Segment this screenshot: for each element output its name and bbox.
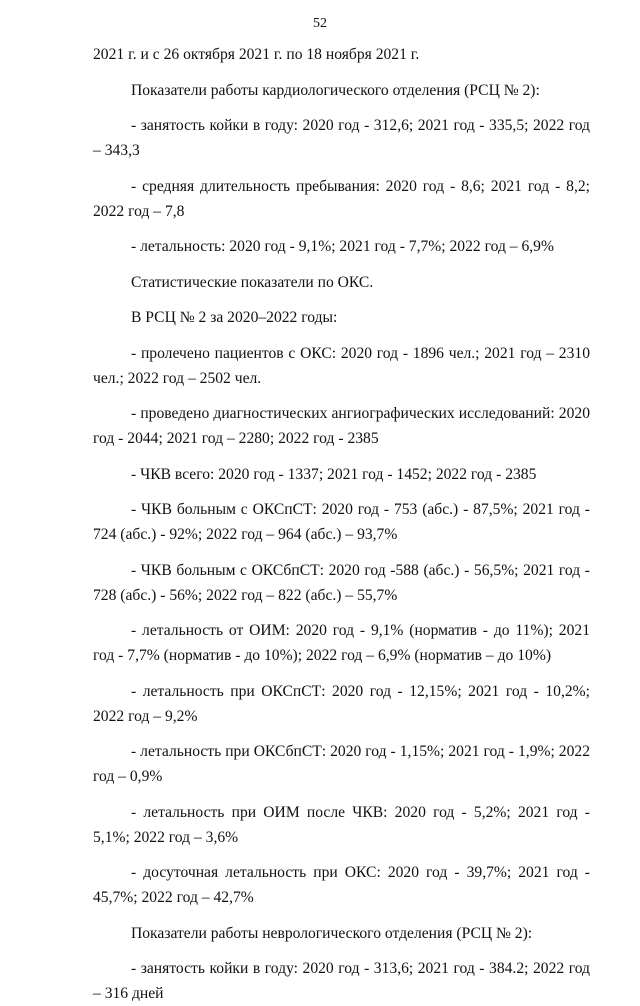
paragraph-stemi-mortality: - летальность при ОКСпСТ: 2020 год - 12,15%; 2021 год - 10,2%; 2022 год – 9,2% <box>93 682 590 725</box>
paragraph-ami-pci-mortality: - летальность при ОИМ после ЧКВ: 2020 год - 5,2%; 2021 год - 5,1%; 2022 год – 3,6% <box>93 803 590 846</box>
paragraph-pci-nstemi: - ЧКВ больным с ОКСбпСТ: 2020 год -588 (абс.) - 56,5%; 2021 год - 728 (абс.) - 56%; 2022 год – 822 (абс.) – 55,7% <box>93 561 590 604</box>
paragraph-ami-mortality: - летальность от ОИМ: 2020 год - 9,1% (норматив - до 11%); 2021 год - 7,7% (норматив - до 10%); 2022 год – 6,9% (норматив – до 10%) <box>93 622 590 664</box>
paragraph-neurology-bed-occupancy: - занятость койки в году: 2020 год - 313,6; 2021 год - 384.2; 2022 год – 316 дней <box>93 960 590 1002</box>
paragraph-pci-total: - ЧКВ всего: 2020 год - 1337; 2021 год - 1452; 2022 год - 2385 <box>131 465 537 483</box>
paragraph-date-continuation: 2021 г. и с 26 октября 2021 г. по 18 ноября 2021 г. <box>93 46 420 63</box>
paragraph-acs-patients: - пролечено пациентов с ОКС: 2020 год - 1896 чел.; 2021 год – 2310 чел.; 2022 год – 2502 чел. <box>93 344 590 387</box>
paragraph-cardiology-heading: Показатели работы кардиологического отделения (РСЦ № 2): <box>131 81 540 99</box>
paragraph-daily-mortality: - досуточная летальность при ОКС: 2020 год - 39,7%; 2021 год - 45,7%; 2022 год – 42,7% <box>93 864 590 906</box>
paragraph-rsc-period: В РСЦ № 2 за 2020–2022 годы: <box>131 309 338 326</box>
paragraph-bed-occupancy: - занятость койки в году: 2020 год - 312,6; 2021 год - 335,5; 2022 год – 343,3 <box>93 117 590 159</box>
paragraph-angiography: - проведено диагностических ангиографических исследований: 2020 год - 2044; 2021 год – 2280; 2022 год - 2385 <box>93 405 590 447</box>
paragraph-average-stay: - средняя длительность пребывания: 2020 год - 8,6; 2021 год - 8,2; 2022 год – 7,8 <box>93 177 590 220</box>
paragraph-neurology-heading: Показатели работы неврологического отделения (РСЦ № 2): <box>131 924 533 942</box>
paragraph-mortality: - летальность: 2020 год - 9,1%; 2021 год - 7,7%; 2022 год – 6,9% <box>131 238 554 255</box>
paragraph-nstemi-mortality: - летальность при ОКСбпСТ: 2020 год - 1,15%; 2021 год - 1,9%; 2022 год – 0,9% <box>93 743 590 785</box>
paragraph-pci-stemi: - ЧКВ больным с ОКСпСТ: 2020 год - 753 (абс.) - 87,5%; 2021 год - 724 (абс.) - 92%; 2022 год – 964 (абс.) – 93,7% <box>93 501 590 543</box>
paragraph-acs-heading: Статистические показатели по ОКС. <box>131 273 374 291</box>
page-body <box>93 42 590 1006</box>
page-number: 52 <box>313 16 327 31</box>
